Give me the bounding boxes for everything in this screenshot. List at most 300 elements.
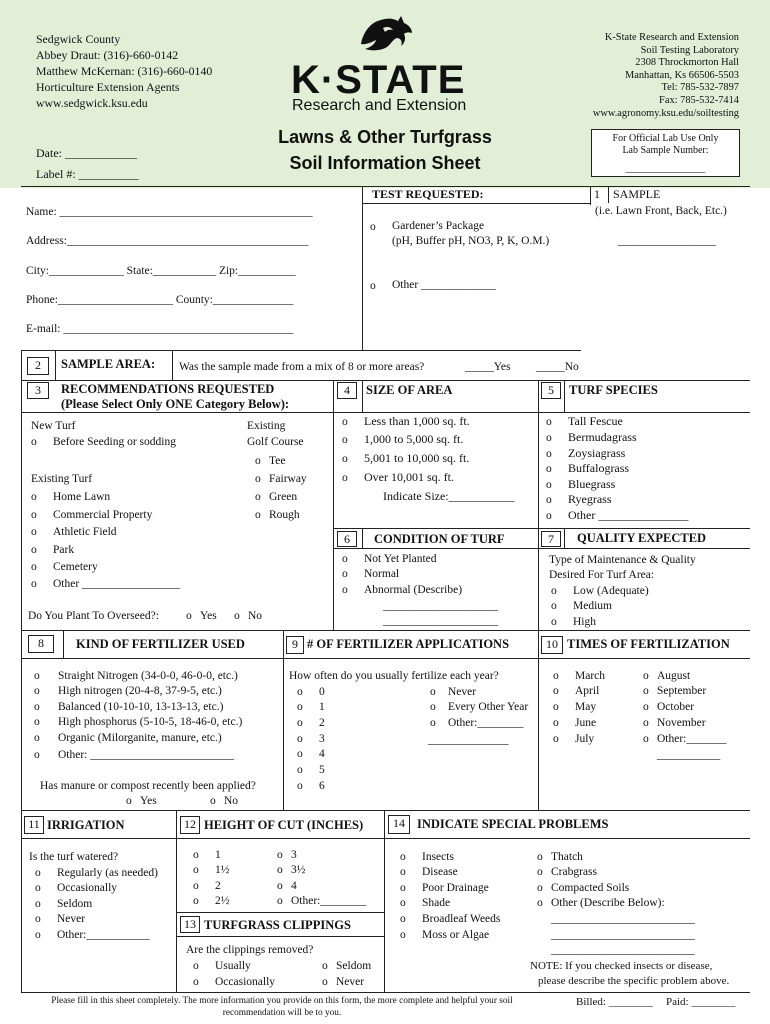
irrigation-other-option[interactable]: o Other:___________ <box>35 929 150 941</box>
athletic-field-option[interactable]: o Athletic Field <box>31 526 117 538</box>
problem-compacted-option[interactable]: o Compacted Soils <box>537 882 630 894</box>
rule <box>538 380 539 630</box>
checkbox-icon: o <box>430 686 436 698</box>
rule <box>333 548 538 549</box>
cemetery-option[interactable]: o Cemetery <box>31 561 98 573</box>
checkbox-icon: o <box>297 780 303 792</box>
checkbox-icon: o <box>255 455 261 467</box>
checkbox-icon: o <box>34 732 40 744</box>
test-other-option[interactable] <box>370 279 384 293</box>
checkbox-icon: o <box>430 701 436 713</box>
checkbox-icon: o <box>537 897 543 909</box>
checkbox-icon: o <box>400 929 406 941</box>
size-option-1[interactable]: o Less than 1,000 sq. ft. <box>342 414 470 428</box>
sample-heading: SAMPLE <box>613 187 661 201</box>
clippings-seldom-option[interactable]: o Seldom <box>322 960 372 972</box>
applications-other-option[interactable]: o Other:________ <box>430 717 524 729</box>
sample-area-yes[interactable]: _____Yes <box>465 361 511 373</box>
agent-line: Abbey Draut: (316)-660-0142 <box>36 48 179 62</box>
footer-instructions <box>22 996 542 1019</box>
checkbox-icon: o <box>31 561 37 573</box>
fertilization-times-heading: TIMES OF FERTILIZATION <box>567 637 730 651</box>
problem-other-option[interactable]: o Other (Describe Below): <box>537 897 665 909</box>
checkbox-icon: o <box>297 764 303 776</box>
checkbox-icon: o <box>277 864 283 876</box>
sample-hint: (i.e. Lawn Front, Back, Etc.) <box>595 205 727 217</box>
turf-species-heading: TURF SPECIES <box>569 383 658 397</box>
city-state-zip-field[interactable]: City:_____________ State:___________ Zip:__________ <box>26 265 296 277</box>
form-title-line1: Lawns & Other Turfgrass <box>278 127 492 147</box>
checkbox-icon: o <box>322 976 328 988</box>
rule <box>21 992 750 993</box>
irrigation-heading: IRRIGATION <box>47 818 125 832</box>
golf-green-option[interactable]: o Green <box>255 491 298 503</box>
month-november-option[interactable]: o November <box>643 717 706 729</box>
size-of-area-heading: SIZE OF AREA <box>366 383 453 397</box>
checkbox-icon: o <box>35 867 41 879</box>
existing-turf-label: Existing Turf <box>31 473 93 485</box>
checkbox-icon: o <box>342 553 348 565</box>
checkbox-icon: o <box>342 416 348 428</box>
checkbox-icon: o <box>31 509 37 521</box>
rule <box>362 186 363 350</box>
month-july-option[interactable]: o July <box>553 733 595 745</box>
checkbox-icon: o <box>34 749 40 761</box>
manure-no-option[interactable]: o No <box>210 795 239 807</box>
rule <box>21 412 333 413</box>
applications-3-option[interactable]: o 3 <box>297 733 325 745</box>
section-number: 5 <box>541 382 561 399</box>
golf-fairway-option[interactable]: o Fairway <box>255 473 307 485</box>
checkbox-icon: o <box>400 851 406 863</box>
clippings-never-option[interactable]: o Never <box>322 976 365 988</box>
rule <box>176 912 384 913</box>
lab-sample-number-field[interactable]: ________________ <box>625 163 706 174</box>
checkbox-icon: o <box>643 733 649 745</box>
clippings-occasionally-option[interactable]: o Occasionally <box>193 976 276 988</box>
checkbox-icon: o <box>643 670 649 682</box>
checkbox-icon: o <box>186 610 192 622</box>
lab-line: K-State Research and Extension <box>604 32 739 43</box>
test-other-label[interactable]: Other _____________ <box>392 279 496 291</box>
checkbox-icon: o <box>546 463 552 475</box>
checkbox-icon: o <box>255 491 261 503</box>
commercial-property-option[interactable]: o Commercial Property <box>31 509 153 521</box>
kstate-subtitle: Research and Extension <box>292 97 467 114</box>
rule <box>384 810 385 992</box>
checkbox-icon: o <box>34 716 40 728</box>
form-title-line2: Soil Information Sheet <box>289 153 481 173</box>
condition-describe-line[interactable]: ____________________ <box>383 600 498 612</box>
recommendations-heading: RECOMMENDATIONS REQUESTED <box>61 382 275 396</box>
footer-line2: recommendation will be to you. <box>222 1007 342 1018</box>
month-august-option[interactable]: o August <box>643 670 691 682</box>
species-buffalograss-option[interactable]: o Buffalograss <box>546 461 630 475</box>
irrigation-regularly-option[interactable]: o Regularly (as needed) <box>35 867 158 879</box>
applications-6-option[interactable]: o 6 <box>297 780 325 792</box>
test-gardener-package-label: Gardener’s Package <box>392 220 485 232</box>
cut-2-5-option[interactable]: o 2½ <box>193 895 230 907</box>
clippings-heading: TURFGRASS CLIPPINGS <box>204 918 351 932</box>
checkbox-icon: o <box>322 960 328 972</box>
condition-abnormal-option[interactable]: o Abnormal (Describe) <box>342 584 463 596</box>
checkbox-icon: o <box>553 685 559 697</box>
checkbox-icon: o <box>400 866 406 878</box>
rule <box>21 810 750 811</box>
quality-medium-option[interactable]: o Medium <box>551 600 612 612</box>
checkbox-icon: o <box>370 221 376 233</box>
section-number: 2 <box>27 357 49 375</box>
fertilizer-balanced-option[interactable]: o Balanced (10-10-10, 13-13-13, etc.) <box>34 701 224 713</box>
checkbox-icon: o <box>546 416 552 428</box>
checkbox-icon: o <box>342 568 348 580</box>
checkbox-icon: o <box>537 851 543 863</box>
checkbox-icon: o <box>643 717 649 729</box>
species-tall-fescue-option[interactable]: o Tall Fescue <box>546 414 623 428</box>
rule <box>362 203 590 204</box>
checkbox-icon: o <box>31 578 37 590</box>
existing-golf-label: Existing <box>247 420 286 432</box>
clippings-usually-option[interactable]: o Usually <box>193 960 251 972</box>
checkbox-icon: o <box>553 701 559 713</box>
cut-1-option[interactable]: o 1 <box>193 849 221 861</box>
rule <box>590 186 591 205</box>
rule <box>21 350 22 630</box>
checkbox-icon: o <box>400 882 406 894</box>
phone-county-field[interactable]: Phone:____________________ County:______________ <box>26 294 294 306</box>
cut-2-option[interactable]: o 2 <box>193 880 221 892</box>
lab-line: Manhattan, Ks 66506-5503 <box>625 69 739 81</box>
applications-5-option[interactable]: o 5 <box>297 764 325 776</box>
checkbox-icon: o <box>400 913 406 925</box>
email-field[interactable]: E-mail: ________________________________________ <box>26 323 294 335</box>
problem-note-line2: please describe the specific problem above. <box>538 975 730 987</box>
section-number: 4 <box>337 382 357 399</box>
agent-title-line: Horticulture Extension Agents <box>36 80 180 94</box>
species-zoysiagrass-option[interactable]: o Zoysiagrass <box>546 446 626 460</box>
new-turf-label: New Turf <box>31 420 76 432</box>
manure-question: Has manure or compost recently been applied? <box>40 780 256 792</box>
checkbox-icon: o <box>193 849 199 861</box>
problem-moss-option[interactable]: o Moss or Algae <box>400 929 490 941</box>
height-of-cut-heading: HEIGHT OF CUT (INCHES) <box>204 818 364 832</box>
sample-area-question: Was the sample made from a mix of 8 or more areas? <box>179 361 425 373</box>
problem-disease-option[interactable]: o Disease <box>400 866 458 878</box>
checkbox-icon: o <box>31 491 37 503</box>
sample-area-heading: SAMPLE AREA: <box>61 357 156 371</box>
rule <box>362 380 363 412</box>
fertilizer-organic-option[interactable]: o Organic (Milorganite, manure, etc.) <box>34 732 222 744</box>
rule <box>333 412 750 413</box>
clippings-question: Are the clippings removed? <box>186 944 314 956</box>
checkbox-icon: o <box>546 448 552 460</box>
checkbox-icon: o <box>537 882 543 894</box>
official-use-label: For Official Lab Use Only <box>612 133 719 144</box>
checkbox-icon: o <box>297 686 303 698</box>
checkbox-icon: o <box>553 670 559 682</box>
quality-heading: QUALITY EXPECTED <box>577 531 707 545</box>
checkbox-icon: o <box>643 701 649 713</box>
problem-thatch-option[interactable]: o Thatch <box>537 851 583 863</box>
checkbox-icon: o <box>430 717 436 729</box>
rule <box>21 350 581 351</box>
checkbox-icon: o <box>193 880 199 892</box>
cut-3-option[interactable]: o 3 <box>277 849 297 861</box>
applications-1-option[interactable]: o 1 <box>297 701 325 713</box>
condition-normal-option[interactable]: o Normal <box>342 568 400 580</box>
checkbox-icon: o <box>34 670 40 682</box>
problem-drainage-option[interactable]: o Poor Drainage <box>400 882 489 894</box>
rule <box>63 630 64 658</box>
problem-crabgrass-option[interactable]: o Crabgrass <box>537 866 597 878</box>
rule <box>333 528 750 529</box>
problem-shade-option[interactable]: o Shade <box>400 897 451 909</box>
condition-not-planted-option[interactable]: o Not Yet Planted <box>342 553 437 565</box>
checkbox-icon: o <box>35 882 41 894</box>
fertilize-frequency-question: How often do you usually fertilize each year? <box>289 670 499 682</box>
kstate-wordmark: K·STATE <box>291 58 466 102</box>
checkbox-icon: o <box>546 510 552 522</box>
lab-line: Soil Testing Laboratory <box>640 44 739 56</box>
section-number: 14 <box>388 815 410 834</box>
county-contact-block <box>36 31 212 111</box>
rule <box>21 658 750 659</box>
name-field[interactable]: Name: ____________________________________________ <box>26 206 313 218</box>
rule <box>538 630 539 810</box>
rule <box>21 838 750 839</box>
checkbox-icon: o <box>193 895 199 907</box>
other-turf-option[interactable]: o Other _________________ <box>31 578 180 590</box>
checkbox-icon: o <box>35 913 41 925</box>
applications-never-option[interactable]: o Never <box>430 686 477 698</box>
species-bermudagrass-option[interactable]: o Bermudagrass <box>546 430 637 444</box>
species-ryegrass-option[interactable]: o Ryegrass <box>546 492 612 506</box>
cut-other-option[interactable]: o Other:________ <box>277 895 367 907</box>
test-gardener-package-option[interactable] <box>370 220 384 234</box>
checkbox-icon: o <box>546 432 552 444</box>
wildcat-logo-icon <box>357 14 415 58</box>
indicate-size-field[interactable]: Indicate Size:___________ <box>383 489 515 503</box>
section-number: 3 <box>27 382 49 399</box>
month-other-line[interactable]: ___________ <box>657 749 721 761</box>
rule <box>21 630 22 810</box>
irrigation-question: Is the turf watered? <box>29 851 119 863</box>
irrigation-seldom-option[interactable]: o Seldom <box>35 898 93 910</box>
overseed-question: Do You Plant To Overseed?: <box>28 610 159 622</box>
problem-note-line1: NOTE: If you checked insects or disease, <box>530 960 713 972</box>
irrigation-never-option[interactable]: o Never <box>35 913 86 925</box>
quality-high-option[interactable]: o High <box>551 616 596 628</box>
special-problems-heading: INDICATE SPECIAL PROBLEMS <box>417 817 609 831</box>
checkbox-icon: o <box>277 849 283 861</box>
county-line: Sedgwick County <box>36 32 121 46</box>
date-field[interactable]: Date: ____________ <box>36 146 137 160</box>
fertilizer-kind-heading: KIND OF FERTILIZER USED <box>76 637 245 651</box>
lab-line: Tel: 785-532-7897 <box>661 82 739 94</box>
county-website: www.sedgwick.ksu.edu <box>36 96 148 110</box>
checkbox-icon: o <box>370 280 376 292</box>
problem-insects-option[interactable]: o Insects <box>400 851 454 863</box>
checkbox-icon: o <box>297 701 303 713</box>
fertilizer-other-option[interactable]: o Other: _________________________ <box>34 749 235 761</box>
section-number: 10 <box>541 636 563 654</box>
checkbox-icon: o <box>193 864 199 876</box>
applications-2-option[interactable]: o 2 <box>297 717 325 729</box>
checkbox-icon: o <box>342 453 348 465</box>
month-march-option[interactable]: o March <box>553 670 606 682</box>
month-may-option[interactable]: o May <box>553 701 597 713</box>
section-number: 13 <box>180 916 200 933</box>
irrigation-occasionally-option[interactable]: o Occasionally <box>35 882 118 894</box>
quality-prompt-line2: Desired For Turf Area: <box>549 569 655 581</box>
checkbox-icon: o <box>297 717 303 729</box>
checkbox-icon: o <box>551 585 557 597</box>
quality-prompt-line1: Type of Maintenance & Quality <box>549 554 696 566</box>
checkbox-icon: o <box>31 526 37 538</box>
section-number: 7 <box>541 531 561 547</box>
golf-rough-option[interactable]: o Rough <box>255 509 300 521</box>
checkbox-icon: o <box>31 544 37 556</box>
test-requested-heading: TEST REQUESTED: <box>372 187 484 201</box>
month-september-option[interactable]: o September <box>643 685 707 697</box>
month-other-option[interactable]: o Other:_______ <box>643 733 727 745</box>
rule <box>176 936 384 937</box>
applications-every-other-year-option[interactable]: o Every Other Year <box>430 701 529 713</box>
paid-field[interactable]: Paid: ________ <box>666 996 736 1008</box>
checkbox-icon: o <box>35 929 41 941</box>
section-number: 9 <box>286 636 304 654</box>
overseed-yes-option[interactable]: o Yes <box>186 610 217 622</box>
rule <box>55 350 56 380</box>
section-number: 1 <box>594 187 600 201</box>
golf-course-label: Golf Course <box>247 436 304 448</box>
section-number: 11 <box>24 816 44 834</box>
park-option[interactable]: o Park <box>31 544 75 556</box>
quality-low-option[interactable]: o Low (Adequate) <box>551 585 649 597</box>
recommendations-subheading: (Please Select Only ONE Category Below): <box>61 397 290 411</box>
applications-4-option[interactable]: o 4 <box>297 748 325 760</box>
checkbox-icon: o <box>342 584 348 596</box>
species-bluegrass-option[interactable]: o Bluegrass <box>546 477 616 491</box>
rule <box>564 380 565 412</box>
condition-describe-line[interactable]: ____________________ <box>383 615 498 627</box>
checkbox-icon: o <box>400 897 406 909</box>
checkbox-icon: o <box>277 880 283 892</box>
checkbox-icon: o <box>553 717 559 729</box>
checkbox-icon: o <box>546 494 552 506</box>
cut-3-5-option[interactable]: o 3½ <box>277 864 306 876</box>
rule <box>333 380 334 630</box>
rule <box>21 630 750 631</box>
checkbox-icon: o <box>193 960 199 972</box>
rule <box>362 528 363 548</box>
month-october-option[interactable]: o October <box>643 701 695 713</box>
checkbox-icon: o <box>553 733 559 745</box>
checkbox-icon: o <box>643 685 649 697</box>
cut-1-5-option[interactable]: o 1½ <box>193 864 230 876</box>
checkbox-icon: o <box>210 795 216 807</box>
checkbox-icon: o <box>546 479 552 491</box>
checkbox-icon: o <box>342 434 348 446</box>
lab-sample-number-label: Lab Sample Number: <box>622 145 709 156</box>
rule <box>564 528 565 548</box>
rule <box>21 810 22 992</box>
sample-area-no[interactable]: _____No <box>536 361 579 373</box>
month-april-option[interactable]: o April <box>553 685 600 697</box>
checkbox-icon: o <box>342 472 348 484</box>
fertilizer-applications-heading: # OF FERTILIZER APPLICATIONS <box>307 637 510 651</box>
rule <box>172 350 173 380</box>
before-seeding-option[interactable]: o Before Seeding or sodding <box>31 436 176 448</box>
overseed-no-option[interactable]: o No <box>234 610 263 622</box>
checkbox-icon: o <box>34 685 40 697</box>
checkbox-icon: o <box>297 733 303 745</box>
checkbox-icon: o <box>551 616 557 628</box>
label-number-field[interactable]: Label #: __________ <box>36 167 139 181</box>
species-other-option[interactable]: o Other _______________ <box>546 508 689 522</box>
checkbox-icon: o <box>234 610 240 622</box>
problem-describe-line[interactable]: _________________________ <box>551 944 695 956</box>
address-field[interactable]: Address:__________________________________________ <box>26 235 309 247</box>
section-number: 6 <box>337 531 357 547</box>
size-option-3[interactable]: o 5,001 to 10,000 sq. ft. <box>342 451 470 465</box>
checkbox-icon: o <box>34 701 40 713</box>
fertilizer-high-n-option[interactable]: o High nitrogen (20-4-8, 37-9-5, etc.) <box>34 685 222 697</box>
test-gardener-package-detail: (pH, Buffer pH, NO3, P, K, O.M.) <box>392 235 550 247</box>
rule <box>21 380 750 381</box>
golf-tee-option[interactable]: o Tee <box>255 455 286 467</box>
rule <box>176 810 177 992</box>
checkbox-icon: o <box>126 795 132 807</box>
lab-line: 2308 Throckmorton Hall <box>635 57 739 69</box>
problem-weeds-option[interactable]: o Broadleaf Weeds <box>400 913 501 925</box>
cut-4-option[interactable]: o 4 <box>277 880 297 892</box>
rule <box>538 548 750 549</box>
agent-line: Matthew McKernan: (316)-660-0140 <box>36 64 213 78</box>
lab-contact-block <box>593 32 739 120</box>
checkbox-icon: o <box>551 600 557 612</box>
condition-heading: CONDITION OF TURF <box>374 532 505 546</box>
rule <box>283 630 284 810</box>
problem-describe-line[interactable]: _________________________ <box>551 929 695 941</box>
checkbox-icon: o <box>31 436 37 448</box>
fertilizer-straight-n-option[interactable]: o Straight Nitrogen (34-0-0, 46-0-0, etc.) <box>34 670 238 682</box>
lab-line: Fax: 785-532-7414 <box>659 94 739 106</box>
applications-0-option[interactable]: o 0 <box>297 686 325 698</box>
problem-describe-line[interactable]: _________________________ <box>551 913 695 925</box>
applications-other-line[interactable]: ______________ <box>428 734 509 746</box>
home-lawn-option[interactable]: o Home Lawn <box>31 491 111 503</box>
section-number: 8 <box>28 635 54 653</box>
checkbox-icon: o <box>193 976 199 988</box>
checkbox-icon: o <box>297 748 303 760</box>
size-option-4[interactable]: o Over 10,001 sq. ft. <box>342 470 454 484</box>
fertilizer-high-p-option[interactable]: o High phosphorus (5-10-5, 18-46-0, etc.) <box>34 716 243 728</box>
lab-website: www.agronomy.ksu.edu/soiltesting <box>592 107 739 119</box>
size-option-2[interactable]: o 1,000 to 5,000 sq. ft. <box>342 432 464 446</box>
manure-yes-option[interactable]: o Yes <box>126 795 157 807</box>
footer-line1: Please fill in this sheet completely. The more information you provide on this form, the more complete and helpful your soil <box>51 996 513 1006</box>
checkbox-icon: o <box>277 895 283 907</box>
checkbox-icon: o <box>255 509 261 521</box>
sample-id-field[interactable]: _________________ <box>618 235 716 247</box>
month-june-option[interactable]: o June <box>553 717 597 729</box>
checkbox-icon: o <box>255 473 261 485</box>
rule <box>608 186 609 203</box>
checkbox-icon: o <box>537 866 543 878</box>
section-number: 12 <box>180 816 200 834</box>
billed-field[interactable]: Billed: ________ <box>576 996 653 1008</box>
